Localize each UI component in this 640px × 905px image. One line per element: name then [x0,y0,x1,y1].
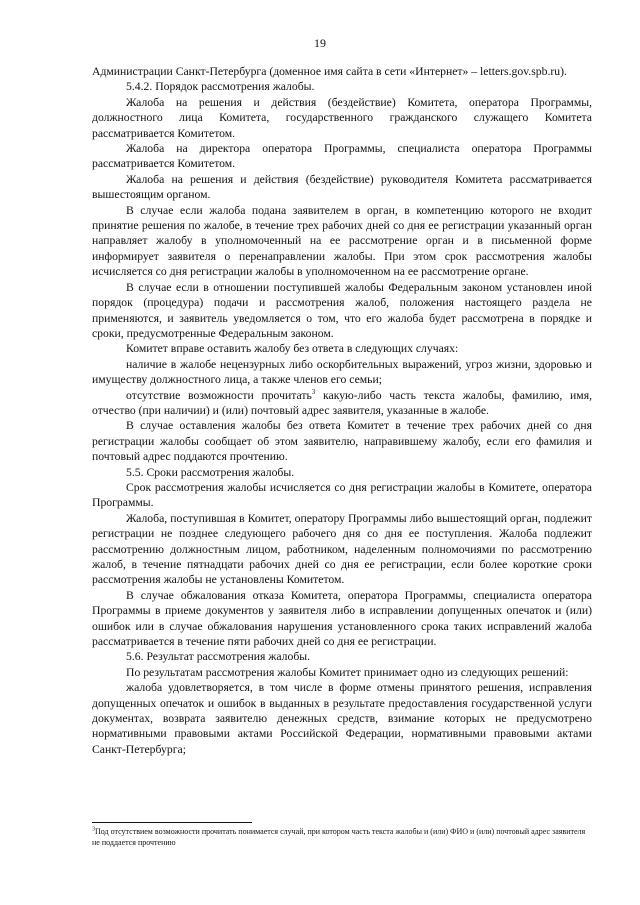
section-heading: 5.6. Результат рассмотрения жалобы. [126,650,311,664]
paragraph: Жалоба, поступившая в Комитет, оператору Программы либо вышестоящий орган, подлежит регистрации не позднее следующего рабочего дня со дня ее поступления. Жалоба подлежит рассмотрению должностным лицом, работником, наделенным полномочиями по рассмотрению жалоб, в течение пятнадцати рабочих дней со дня ее регистрации, если более короткие сроки рассмотрения жалобы не установлены Комитетом. [92,511,592,587]
footnote-reference: 3 [311,387,316,396]
paragraph: По результатам рассмотрения жалобы Комитет принимает одно из следующих решений: [126,665,569,679]
paragraph: В случае оставления жалобы без ответа Комитет в течение трех рабочих дней со дня регистрации жалобы сообщает об этом заявителю, направившему жалобу, если его фамилия и почтовый адрес поддаются прочтению. [92,419,592,464]
paragraph: Комитет вправе оставить жалобу без ответа в следующих случаях: [126,342,459,356]
list-item: жалоба удовлетворяется, в том числе в форме отмены принятого решения, исправления допущенных опечаток и ошибок в выданных в результате предоставления государственной услуги документах, возврата заявителю денежных средств, взимание которых не предусмотрено нормативными правовыми актами Российской Федерации, нормативными правовыми актами Санкт-Петербурга; [92,681,592,756]
paragraph: Жалоба на решения и действия (бездействие) руководителя Комитета рассматривается вышестоящим органом. [92,172,592,202]
paragraph: В случае обжалования отказа Комитета, оператора Программы, специалиста оператора Программы в приеме документов у заявителя либо в исправлении допущенных опечаток и (или) ошибок или в случае обжалования нарушения установленного срока таких исправлений жалоба рассматривается в течение пяти рабочих дней со дня ее регистрации. [92,588,592,649]
paragraph-text: отсутствие возможности прочитать [126,388,312,402]
paragraph: Срок рассмотрения жалобы исчисляется со дня регистрации жалобы в Комитете, оператора Программы. [92,480,592,510]
paragraph: Жалоба на решения и действия (бездействие) Комитета, оператора Программы, должностного лица Комитета, государственного гражданского служащего Комитета рассматривается Комитетом. [92,95,592,140]
paragraph: В случае если жалоба подана заявителем в орган, в компетенцию которого не входит принятие решения по жалобе, в течение трех рабочих дней со дня ее регистрации указанный орган направляет жалобу в уполномоченный на ее рассмотрение орган и в письменной форме информирует заявителя о перенаправлении жалобы. При этом срок рассмотрения жалобы исчисляется со дня регистрации жалобы в уполномоченном на ее рассмотрение органе. [92,203,592,279]
paragraph: Жалоба на директора оператора Программы, специалиста оператора Программы рассматривается Комитетом. [92,142,592,171]
paragraph: В случае если в отношении поступившей жалобы Федеральным законом установлен иной порядок (процедура) подачи и рассмотрения жалоб, положения настоящего раздела не применяются, и заявитель уведомляется о том, что его жалоба будет рассмотрена в порядке и сроки, предусмотренные Федеральным законом. [92,280,592,340]
footnote-text: Под отсутствием возможности прочитать понимается случай, при котором часть текста жалобы и (или) ФИО и (или) почтовый адрес заявителя не поддается прочтению [92,827,586,847]
section-heading: 5.5. Сроки рассмотрения жалобы. [126,465,295,479]
list-item [92,388,592,419]
footnote [92,827,592,848]
list-item: наличие в жалобе нецензурных либо оскорбительных выражений, угроз жизни, здоровью и имуществу должностного лица, а также членов его семьи; [92,357,592,387]
footnote-divider [92,822,252,823]
paragraph: Администрации Санкт-Петербурга (доменное имя сайта в сети «Интернет» – letters.gov.spb.ru). [92,65,567,78]
page-number: 19 [314,36,326,50]
footnote-mark: 3 [92,826,95,833]
paragraph-text: какую-либо часть текста жалобы, фамилию, имя, отчество (при наличии) и (или) почтовый адрес заявителя, указанные в жалобе. [92,388,592,417]
section-heading: 5.4.2. Порядок рассмотрения жалобы. [126,80,315,94]
document-body [92,64,592,757]
